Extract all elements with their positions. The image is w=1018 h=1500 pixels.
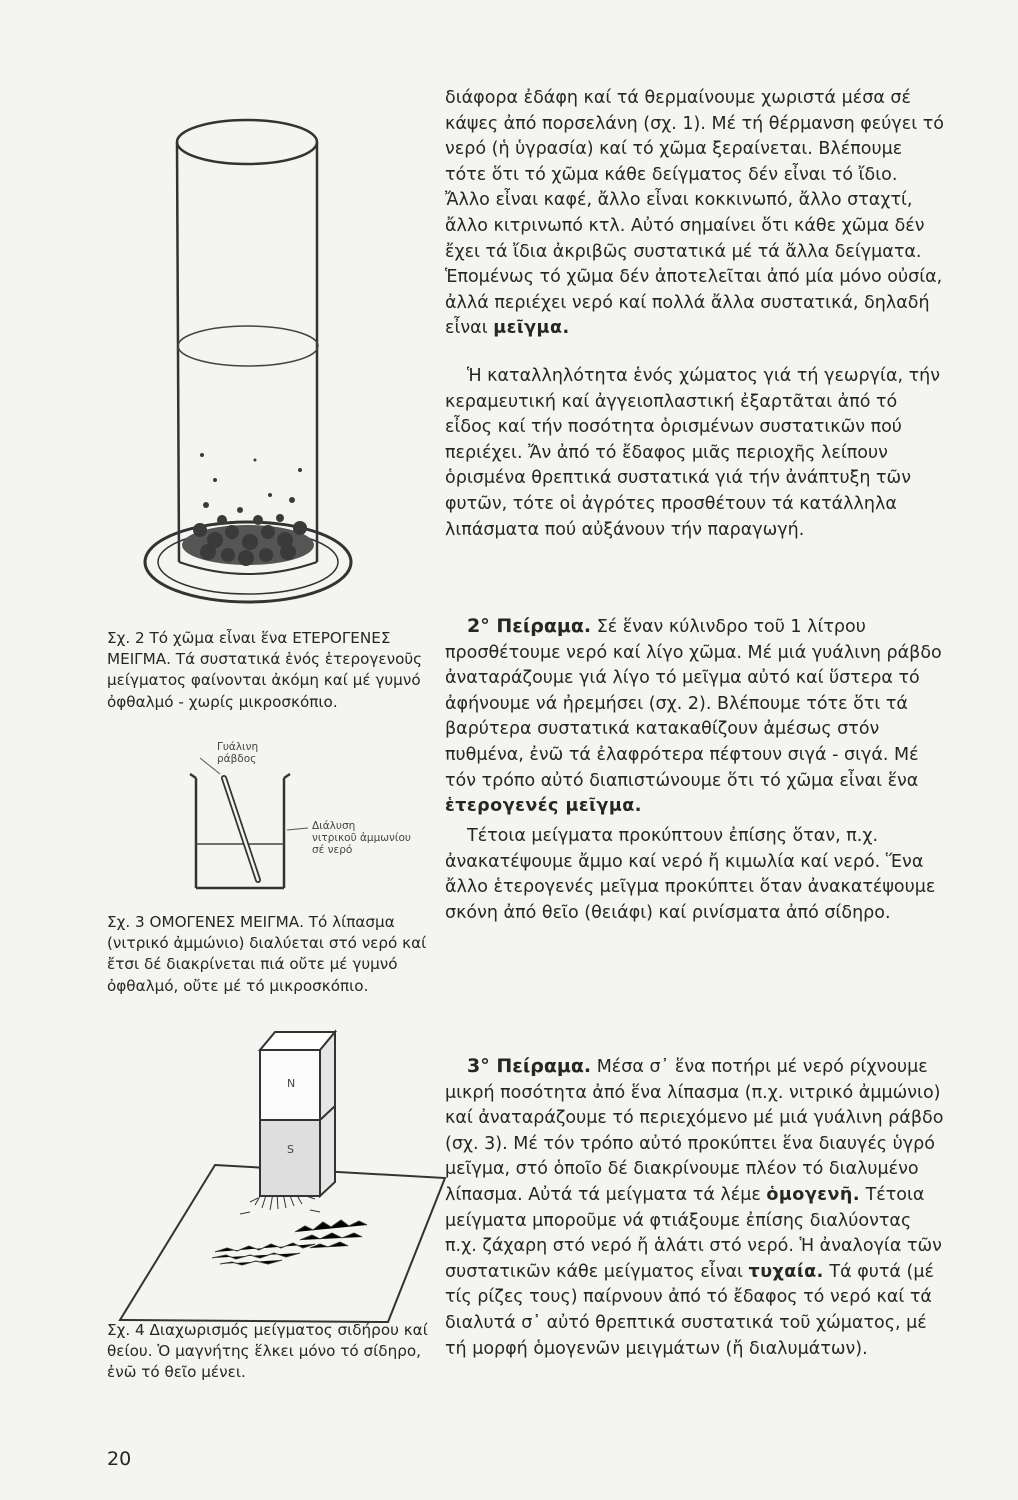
solution-label: Διάλυση νιτρικοῦ ἀμμωνίου σέ νερό bbox=[312, 820, 411, 856]
paragraph-experiment-2: 2° Πείραμα. Σέ ἕναν κύλινδρο τοῦ 1 λίτρου προσθέτουμε νερό καί λίγο χῶμα. Μέ μιά γυάλινη ράβδο ἀναταράζουμε γιά λίγο τό μεῖγμα αὐτό καί ὕστερα τό ἀφήνουμε νά ἠρεμήσει (σχ. 2). Βλέπουμε τότε ὅτι τά βαρύτερα συστατικά κατακαθίζουν ἀμέσως στόν πυθμένα, ἐνῶ τά ἐλαφρότερα πέφτουν σιγά - σιγά. Μέ τόν τρόπο αὐτό διαπιστώνουμε ὅτι τό χῶμα εἶναι ἕνα ἑτερογενές μεῖγμα. bbox=[445, 615, 942, 817]
experiment-2-heading: 2° Πείραμα. bbox=[467, 615, 592, 637]
paragraph-experiment-3: 3° Πείραμα. Μέσα σ᾿ ἕνα ποτήρι μέ νερό ρίχνουμε μικρή ποσότητα ἀπό ἕνα λίπασμα (π.χ. νιτρικό ἀμμώνιο) καί ἀναταράζουμε τό περιεχόμενο μέ μιά γυάλινη ράβδο (σχ. 3). Μέ τόν τρόπο αὐτό προκύπτει ἕνα διαυγές ὑγρό μεῖγμα, στό ὁποῖο δέ διακρίνουμε πλέον τό διαλυμένο λίπασμα. Αὐτά τά μείγματα τά λέμε ὁμογενῆ. Τέτοια μείγματα μποροῦμε νά φτιάξουμε ἐπίσης διαλύοντας π.χ. ζάχαρη στό νερό ἤ ἁλάτι στό νερό. Ἡ ἀναλογία τῶν συστατικῶν κάθε μείγματος εἶναι τυχαία. Τά φυτά (μέ τίς ρίζες τους) παίρνουν ἀπό τό ἔδαφος τό νερό καί τά διαλυτά σ᾿ αὐτό θρεπτικά συστατικά τοῦ χώματος, μέ τή μορφή ὁμογενῶν μειγμάτων (ἤ διαλυμάτων). bbox=[445, 1055, 944, 1359]
rod-label: Γυάλινη ράβδος bbox=[217, 741, 259, 765]
term-heterogeneous-mixture: ἑτερογενές μεῖγμα. bbox=[445, 796, 642, 817]
experiment-3-heading: 3° Πείραμα. bbox=[467, 1055, 592, 1077]
fig2-caption: Σχ. 2 Τό χῶμα εἶναι ἕνα ΕΤΕΡΟΓΕΝΕΣ ΜΕΙΓΜΑ. Τά συστατικά ἑνός ἑτερογενοῦς μείγματος φαίνονται ἀκόμη καί μέ γυμνό ὀφθαλμό - χωρίς μικροσκόπιο. bbox=[107, 629, 423, 711]
term-mixture: μεῖγμα. bbox=[493, 318, 570, 339]
term-homogeneous: ὁμογενῆ. bbox=[766, 1184, 861, 1205]
fig3-caption: Σχ. 3 ΟΜΟΓΕΝΕΣ ΜΕΙΓΜΑ. Τό λίπασμα (νιτρικό ἀμμώνιο) διαλύεται στό νερό καί ἔτσι δέ διακρίνεται πιά οὔτε μέ γυμνό ὀφθαλμό, οὔτε μέ τό μικροσκόπιο. bbox=[107, 913, 427, 995]
fig4-caption: Σχ. 4 Διαχωρισμός μείγματος σιδήρου καί θείου. Ὁ μαγνήτης ἕλκει μόνο τό σίδηρο, ἐνῶ τό θεῖο μένει. bbox=[107, 1321, 428, 1382]
soil-sediment bbox=[182, 453, 314, 566]
page-number: 20 bbox=[107, 1448, 132, 1470]
paragraph-other-mixtures: Τέτοια μείγματα προκύπτουν ἐπίσης ὅταν, π.χ. ἀνακατέψουμε ἄμμο καί νερό ἤ κιμωλία καί νερό. Ἕνα ἄλλο ἑτερογενές μεῖγμα προκύπτει ὅταν ἀνακατέψουμε σκόνη ἀπό θεῖο (θειάφι) καί ρινίσματα ἀπό σίδηρο. bbox=[445, 826, 936, 923]
fig4-magnet-illustration bbox=[120, 1020, 450, 1320]
term-random: τυχαία. bbox=[748, 1261, 824, 1282]
fig2-cylinder-illustration bbox=[140, 100, 370, 610]
magnet-north-label: N bbox=[287, 1077, 296, 1090]
magnet-south-label: S bbox=[287, 1143, 294, 1156]
paragraph-soil-samples: διάφορα ἐδάφη καί τά θερμαίνουμε χωριστά μέσα σέ κάψες ἀπό πορσελάνη (σχ. 1). Μέ τή θέρμανση φεύγει τό νερό (ἡ ὑγρασία) καί τό χῶμα ξεραίνεται. Βλέπουμε τότε ὅτι τό χῶμα κάθε δείγματος δέν εἶναι τό ἴδιο. Ἄλλο εἶναι καφέ, ἄλλο εἶναι κοκκινωπό, ἄλλο σταχτί, ἄλλο κιτρινωπό κτλ. Αὐτό σημαίνει ὅτι κάθε χῶμα δέν ἔχει τά ἴδια ἀκριβῶς συστατικά μέ τά ἄλλα δείγματα. Ἑπομένως τό χῶμα δέν ἀποτελεῖται ἀπό μία μόνο οὐσία, ἀλλά περιέχει νερό καί πολλά ἄλλα συστατικά, δηλαδή εἶναι μεῖγμα. bbox=[445, 88, 944, 339]
iron-filings bbox=[212, 1191, 367, 1265]
paragraph-soil-suitability: Ἡ καταλληλότητα ἑνός χώματος γιά τή γεωργία, τήν κεραμευτική καί ἀγγειοπλαστική ἐξαρτᾶται ἀπό τό εἶδος καί τήν ποσότητα ὁρισμένων συστατικῶν πού περιέχει. Ἄν ἀπό τό ἔδαφος μιᾶς περιοχῆς λείπουν ὁρισμένα θρεπτικά συστατικά γιά τήν ἀνάπτυξη τῶν φυτῶν, τότε οἱ ἀγρότες προσθέτουν τά κατάλληλα λιπάσματα πού αὐξάνουν τήν παραγωγή. bbox=[445, 366, 941, 540]
